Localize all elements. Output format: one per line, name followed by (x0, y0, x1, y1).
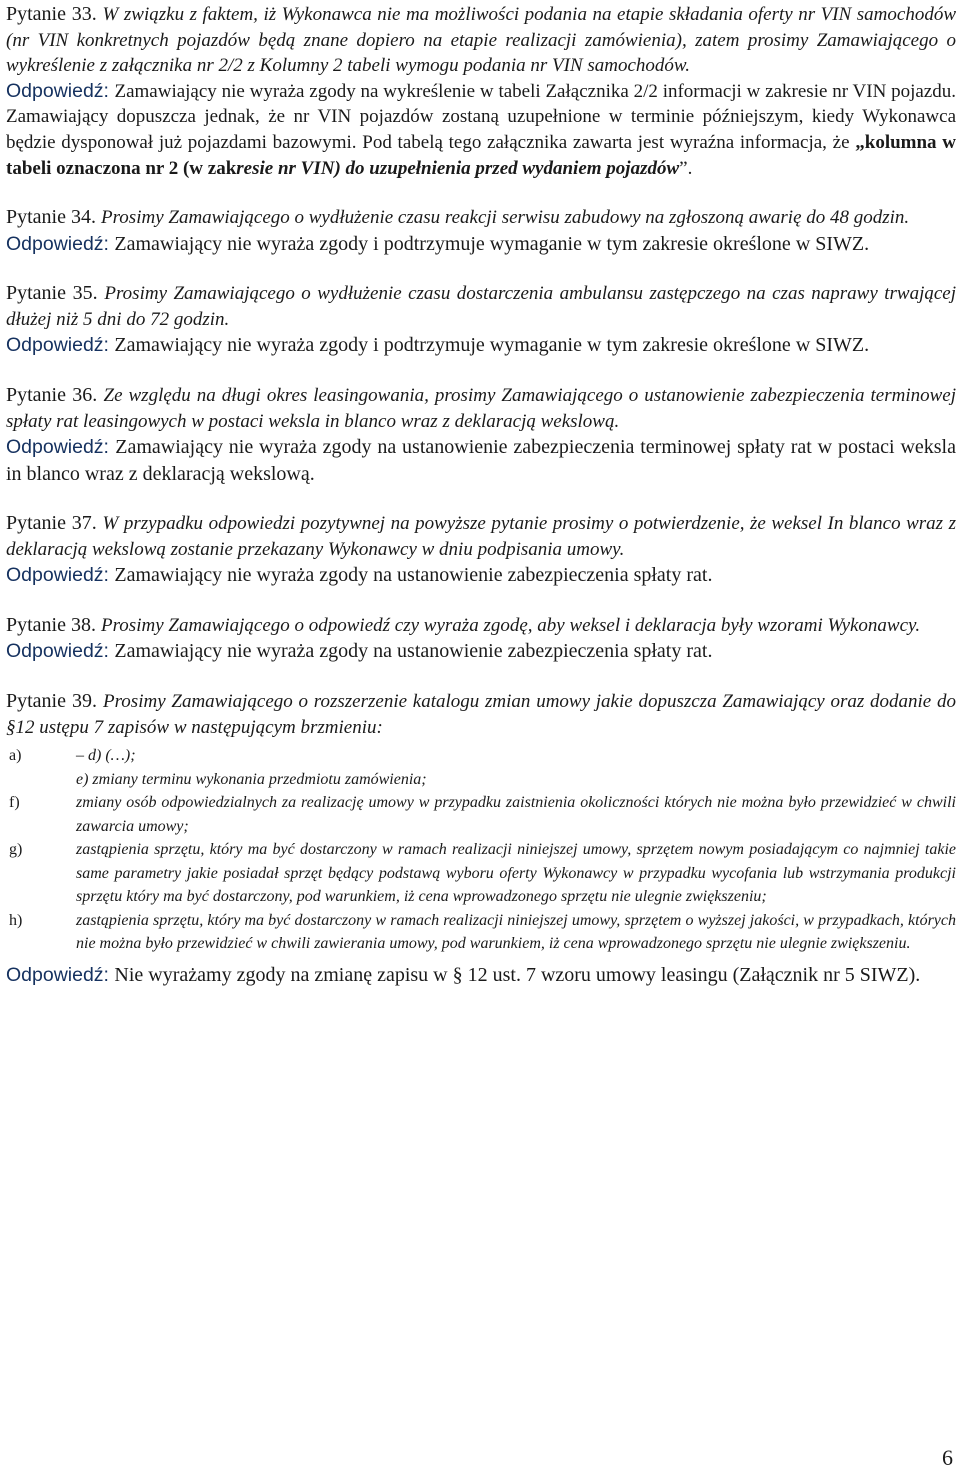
answer-body: Nie wyrażamy zgody na zmianę zapisu w § 12 ust. 7 wzoru umowy leasingu (Załącznik nr 5 SIWZ). (114, 963, 921, 986)
answer-33 (6, 79, 956, 181)
question-body: Prosimy Zamawiającego o wydłużenie czasu reakcji serwisu zabudowy na zgłoszoną awarię do 48 godzin. (101, 207, 910, 229)
list-marker: h) (9, 911, 23, 929)
answer-38 (6, 638, 956, 665)
answer-body: Zamawiający nie wyraża zgody i podtrzymuje wymaganie w tym zakresie określone w SIWZ. (114, 232, 870, 255)
question-label: Pytanie 36. (6, 383, 104, 406)
answer-37 (6, 562, 956, 589)
answer-body: Zamawiający nie wyraża zgody na wykreślenie w tabeli Załącznika 2/2 informacji w zakresie nr VIN pojazdu. Zamawiający dopuszcza jednak, że nr VIN pojazdów zostaną uzupełnione w terminie późniejszym, kiedy Wykonawca będzie dysponował już pojazdami bazowymi. Pod tabelą tego załącznika zawarta jest wyraźna informacja, że (6, 80, 956, 153)
question-body: Prosimy Zamawiającego o odpowiedź czy wyraża zgodę, aby weksel i deklaracja były wzorami Wykonawcy. (101, 614, 921, 636)
question-38-text (6, 613, 956, 639)
answer-34 (6, 231, 956, 258)
question-label: Pytanie 37. (6, 512, 103, 535)
question-body: Prosimy Zamawiającego o rozszerzenie katalogu zmian umowy jakie dopuszcza Zamawiający oraz dodanie do §12 ustępu 7 zapisów w następującym brzmieniu: (6, 690, 956, 738)
question-label: Pytanie 35. (6, 282, 105, 305)
list-text: zastąpienia sprzętu, który ma być dostarczony w ramach realizacji niniejszej umowy, sprzętem nowym posiadającym co najmniej takie same parametry jakie posiadał sprzęt będący podstawą wyboru oferty Wykonawcy w przypadku wycofania lub wstrzymania produkcji sprzętu który ma być dostarczony, pod warunkiem, iż cena wprowadzonego sprzętu nie ulegnie zwiększeniu; (76, 841, 956, 906)
list-item (6, 744, 956, 768)
question-body: W związku z faktem, iż Wykonawca nie ma możliwości podania na etapie składania oferty nr VIN samochodów (nr VIN konkretnych pojazdów będą znane dopiero na etapie realizacji zamówienia), zatem prosimy Zamawiającego o wykreślenie z załącznika nr 2/2 z Kolumny 2 tabeli wymogu podania nr VIN samochodów. (6, 4, 956, 77)
page-number: 6 (942, 1445, 953, 1470)
list-marker (6, 768, 76, 792)
answer-label: Odpowiedź: (6, 564, 115, 587)
question-body: Ze względu na długi okres leasingowania, prosimy Zamawiającego o ustanowienie zabezpieczenia terminowej spłaty rat leasingowych w postaci weksla in blanco wraz z deklaracją wekslową. (6, 384, 956, 432)
answer-label: Odpowiedź: (6, 232, 115, 255)
question-38 (6, 613, 956, 665)
question-label: Pytanie 39. (6, 689, 104, 712)
question-label: Pytanie 33. (6, 3, 103, 25)
list-marker: a) (9, 747, 22, 765)
answer-label: Odpowiedź: (6, 963, 115, 986)
list-text: zastąpienia sprzętu, który ma być dostarczony w ramach realizacji niniejszej umowy, sprzętem o wyższej jakości, w przypadkach, których nie można było przewidzieć w chwili zawierania umowy, pod warunkiem, iż cena wprowadzonego sprzętu nie ulegnie zwiększeniu. (76, 911, 956, 953)
question-label: Pytanie 34. (6, 206, 101, 229)
document-page (6, 2, 956, 1012)
proposed-changes-list (6, 744, 956, 956)
question-37 (6, 511, 956, 589)
list-item (6, 768, 956, 792)
question-34 (6, 205, 956, 257)
answer-label: Odpowiedź: (6, 79, 115, 102)
list-item (6, 791, 956, 838)
list-text: e) zmiany terminu wykonania przedmiotu zamówienia; (76, 770, 427, 788)
question-34-text (6, 205, 956, 231)
question-body: W przypadku odpowiedzi pozytywnej na powyższe pytanie prosimy o potwierdzenie, że weksel In blanco wraz z deklaracją wekslową zostanie przekazany Wykonawcy w dniu podpisania umowy. (6, 513, 956, 560)
question-36 (6, 383, 956, 487)
list-item (6, 838, 956, 909)
answer-end: ”. (679, 157, 693, 179)
answer-35 (6, 332, 956, 359)
question-body: Prosimy Zamawiającego o wydłużenie czasu dostarczenia ambulansu zastępczego na czas naprawy trwającej dłużej niż 5 dni do 72 godzin. (6, 283, 956, 330)
answer-36 (6, 434, 956, 487)
question-35-text (6, 281, 956, 332)
answer-body: Zamawiający nie wyraża zgody na ustanowienie zabezpieczenia terminowej spłaty rat w postaci weksla in blanco wraz z deklaracją wekslową. (6, 436, 956, 485)
list-item (6, 909, 956, 956)
question-39 (6, 689, 956, 988)
answer-body: Zamawiający nie wyraża zgody na ustanowienie zabezpieczenia spłaty rat. (114, 564, 713, 587)
question-37-text (6, 511, 956, 562)
answer-label: Odpowiedź: (6, 436, 116, 459)
list-marker: g) (9, 841, 23, 859)
list-text: – d) (…); (76, 747, 136, 765)
list-marker: f) (9, 794, 20, 812)
question-label: Pytanie 38. (6, 613, 101, 636)
answer-body: Zamawiający nie wyraża zgody i podtrzymuje wymaganie w tym zakresie określone w SIWZ. (114, 334, 870, 357)
question-33-text (6, 2, 956, 79)
question-36-text (6, 383, 956, 434)
question-39-text (6, 689, 956, 740)
answer-bold-italic: resie nr VIN) do uzupełnienia przed wydaniem pojazdów (236, 157, 680, 179)
list-text: zmiany osób odpowiedzialnych za realizację umowy w przypadku zaistnienia okoliczności których nie można było przewidzieć w chwili zawarcia umowy; (76, 794, 956, 835)
answer-label: Odpowiedź: (6, 334, 115, 357)
answer-39 (6, 962, 956, 989)
answer-bold: „kolumna w tabeli oznaczona nr 2 (w zak (6, 131, 956, 179)
question-35 (6, 281, 956, 359)
question-33 (6, 2, 956, 181)
answer-body: Zamawiający nie wyraża zgody na ustanowienie zabezpieczenia spłaty rat. (114, 640, 713, 663)
answer-label: Odpowiedź: (6, 640, 115, 663)
